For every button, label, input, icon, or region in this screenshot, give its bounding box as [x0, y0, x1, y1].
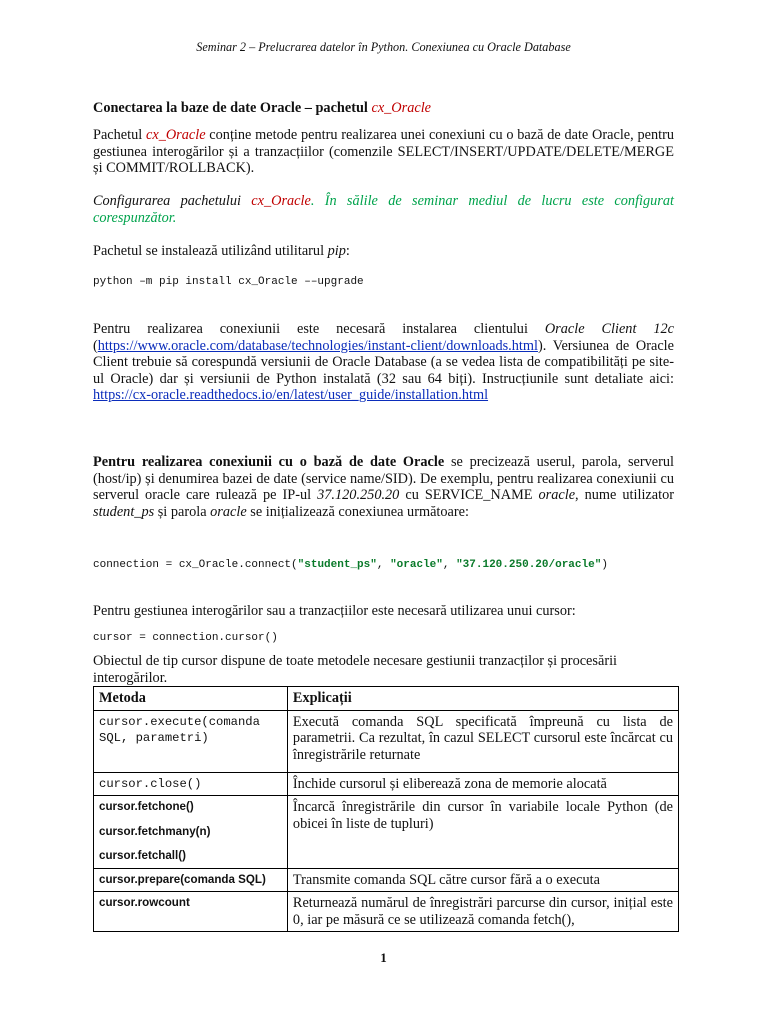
method-fetchall: cursor.fetchall() [99, 849, 186, 862]
connect-code-dsn: "37.120.250.20/oracle" [456, 559, 602, 571]
explanation-cell: Închide cursorul și eliberează zona de memorie alocată [287, 772, 678, 796]
connect-text-4: și parola [154, 503, 211, 520]
connect-code-sep2: , [442, 559, 457, 571]
cursor-code: cursor = connection.cursor() [93, 632, 278, 644]
method-fetchmany: cursor.fetchmany(n) [99, 824, 211, 838]
install-command: python –m pip install cx_Oracle ––upgrade [93, 276, 364, 288]
connect-code-pass: "oracle" [390, 559, 443, 571]
section-title-text: Conectarea la baze de date Oracle – pachetul [93, 100, 372, 116]
config-prefix: Configurarea pachetului [93, 193, 252, 209]
cursor-description: Obiectul de tip cursor dispune de toate metodele necesare gestiunii tranzacților și procesării interogărilor. [93, 653, 618, 686]
install-text: Pachetul se instalează utilizând utilitarul [93, 243, 328, 259]
table-row [94, 796, 679, 869]
client-name: Oracle Client 12c [544, 321, 674, 337]
connect-ip: 37.120.250.20 [317, 487, 400, 503]
method-cell: cursor.rowcount [94, 892, 288, 932]
method-cell: cursor.execute(comanda SQL, parametri) [94, 710, 288, 772]
methods-table [93, 686, 679, 932]
connect-user: student_ps [93, 503, 155, 520]
install-end: : [345, 243, 350, 259]
connect-paragraph [93, 454, 674, 520]
connect-code-sep1: , [376, 559, 391, 571]
intro-package: cx_Oracle [146, 127, 206, 143]
client-text-2: ( [93, 337, 98, 354]
client-text-1: Pentru realizarea conexiunii este necesară instalarea clientului [93, 321, 545, 337]
connect-text-1: se precizează userul, parola, serverul (host/ip) și denumirea bazei de date (service name/SID). De exemplu, pentru realizarea conexiunii cu serverul oracle care rulează pe IP-ul [93, 454, 674, 503]
connect-text-3: , nume utilizator [575, 487, 674, 503]
cursor-intro: Pentru gestiunea interogărilor sau a tranzacțiilor este necesară utilizarea unui cursor: [93, 603, 576, 619]
oracle-download-link[interactable]: https://www.oracle.com/database/technologies/instant-client/downloads.html [97, 337, 538, 354]
connect-code [93, 559, 608, 571]
header-method: Metoda [94, 687, 288, 711]
section-title-package: cx_Oracle [371, 100, 432, 116]
explanation-cell: Încarcă înregistrările din cursor în variabile locale Python (de obicei în liste de tupluri) [287, 796, 678, 869]
table-row [94, 892, 679, 932]
page-header: Seminar 2 – Prelucrarea datelor în Python. Conexiunea cu Oracle Database [196, 40, 571, 54]
connect-text-2: cu SERVICE_NAME [399, 487, 539, 503]
config-note: . În sălile de seminar mediul de lucru este configurat corespunzător. [93, 193, 674, 226]
connect-service: oracle [538, 487, 576, 503]
connect-code-end: ) [601, 559, 608, 571]
connect-code-start: connection = cx_Oracle.connect( [93, 559, 298, 571]
install-paragraph [93, 243, 674, 260]
page-number: 1 [380, 950, 387, 965]
installation-guide-link[interactable]: https://cx-oracle.readthedocs.io/en/latest/user_guide/installation.html [93, 387, 489, 403]
intro-paragraph [93, 127, 674, 177]
intro-text-start: Pachetul [93, 127, 146, 143]
table-row [94, 772, 679, 796]
method-cell: cursor.close() [94, 772, 288, 796]
client-text-3: ). Versiunea de Oracle Client trebuie să corespundă versiunii de Oracle Database (a se vedea lista de compatibilități pe site-ul Oracle) dar și versiunii de Python instalată (32 sau 64 biți). Instrucțiunile sunt detaliate aici: [93, 337, 674, 387]
connect-pass: oracle [210, 503, 247, 520]
explanation-cell: Returnează numărul de înregistrări parcurse din cursor, inițial este 0, iar pe măsură ce se utilizează comanda fetch(), [287, 892, 678, 932]
table-row [94, 710, 679, 772]
section-title [93, 100, 674, 117]
method-cell [94, 796, 288, 869]
explanation-cell: Execută comanda SQL specificată împreună cu lista de parametrii. Ca rezultat, în cazul SELECT cursorul este încărcat cu înregistrările returnate [287, 710, 678, 772]
client-paragraph [93, 321, 674, 404]
connect-bold: Pentru realizarea conexiunii cu o bază de date Oracle [93, 454, 445, 470]
connect-code-user: "student_ps" [297, 559, 377, 571]
table-header-row [94, 687, 679, 711]
method-cell: cursor.prepare(comanda SQL) [94, 868, 288, 892]
method-fetchone: cursor.fetchone() [99, 800, 194, 813]
config-package: cx_Oracle [251, 193, 311, 209]
intro-text-end: conține metode pentru realizarea unei conexiuni cu o bază de date Oracle, pentru gestiunea interogărilor și a tranzacțiilor (comenzile SELECT/INSERT/UPDATE/DELETE/MERGE și COMMIT/ROLLBACK). [93, 127, 674, 176]
explanation-cell: Transmite comanda SQL către cursor fără a o executa [287, 868, 678, 892]
header-explanation: Explicații [287, 687, 678, 711]
connect-text-5: se inițializează conexiunea următoare: [246, 503, 469, 520]
config-paragraph [93, 193, 674, 226]
install-tool: pip [327, 243, 346, 259]
table-row [94, 868, 679, 892]
